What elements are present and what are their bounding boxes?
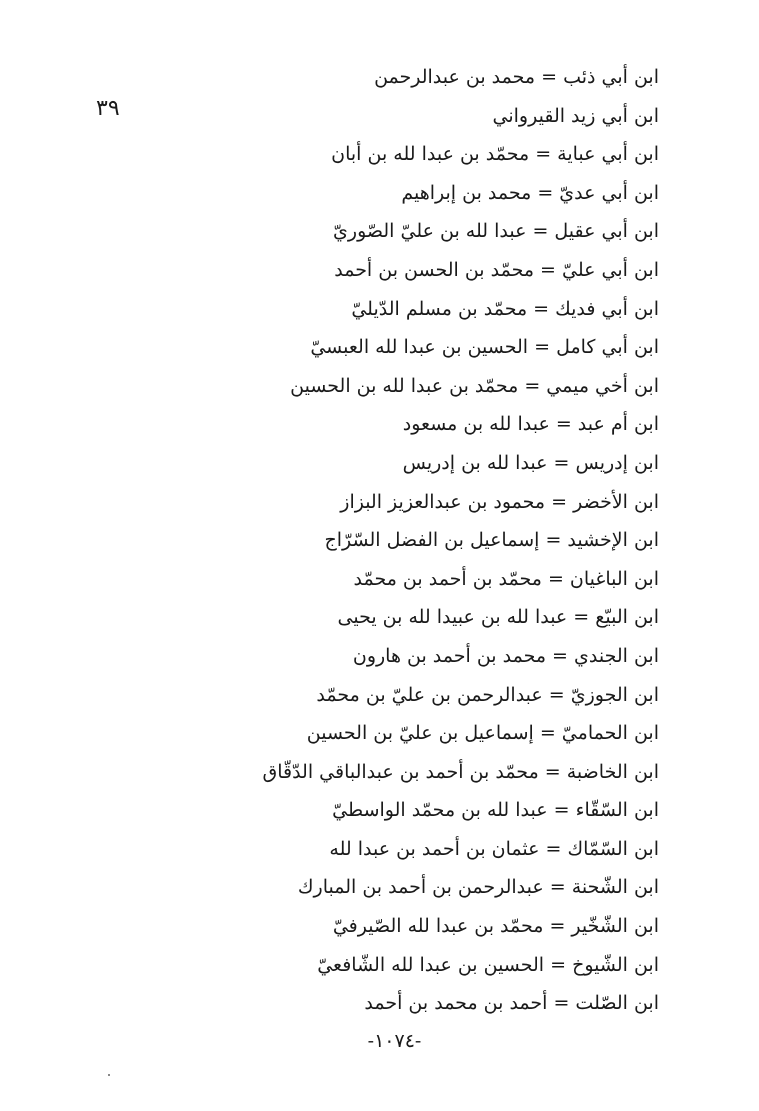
- list-item: ابن السّقّاء = عبدا لله بن محمّد الواسطيّ: [332, 799, 659, 822]
- list-item: ابن أبي عقيل = عبدا لله بن عليّ الصّوريّ: [333, 220, 659, 243]
- list-item: ابن الأخضر = محمود بن عبدالعزيز البزاز: [340, 490, 659, 513]
- page-number: -١٠٧٤-: [367, 1030, 422, 1052]
- list-item: ابن أبي ذئب = محمد بن عبدالرحمن: [374, 66, 659, 88]
- list-item: ابن أبي عديّ = محمد بن إبراهيم: [401, 181, 659, 204]
- list-item: ابن إدريس = عبدا لله بن إدريس: [402, 451, 659, 474]
- list-item: ابن الإخشيد = إسماعيل بن الفضل السّرّاج: [324, 529, 659, 552]
- list-item: ابن البيّع = عبدا لله بن عبيدا لله بن يحيى: [337, 606, 659, 629]
- scan-speck: [108, 1074, 110, 1076]
- list-item: ابن أبي زيد القيرواني: [492, 104, 659, 127]
- list-item: ابن أم عبد = عبدا لله بن مسعود: [402, 413, 659, 436]
- list-item: ابن الشّخّير = محمّد بن عبدا لله الصّيرفيّ: [332, 915, 659, 938]
- list-item: ابن الجندي = محمد بن أحمد بن هارون: [352, 644, 659, 667]
- list-item: ابن الباغيان = محمّد بن أحمد بن محمّد: [353, 567, 659, 590]
- list-item: ابن السّمّاك = عثمان بن أحمد بن عبدا لله: [329, 837, 659, 860]
- list-item: ابن الجوزيّ = عبدالرحمن بن عليّ بن محمّد: [316, 683, 659, 706]
- list-item: ابن الصّلت = أحمد بن محمد بن أحمد: [364, 992, 659, 1015]
- list-item: ابن أبي كامل = الحسين بن عبدا لله العبسيّ: [310, 336, 659, 359]
- list-item: ابن أبي عليّ = محمّد بن الحسن بن أحمد: [334, 258, 659, 281]
- entry-list: [139, 58, 659, 1023]
- list-item: ابن الحماميّ = إسماعيل بن عليّ بن الحسين: [306, 722, 659, 745]
- list-item: ابن أبي فديك = محمّد بن مسلم الدّيليّ: [351, 297, 659, 320]
- list-item: ابن أخي ميمي = محمّد بن عبدا لله بن الحسين: [290, 374, 659, 397]
- list-item: ابن الخاضبة = محمّد بن أحمد بن عبدالباقي الدّقّاق: [262, 760, 659, 783]
- list-item: ابن الشّحنة = عبدالرحمن بن أحمد بن المبارك: [297, 876, 659, 899]
- side-number: ٣٩: [96, 96, 120, 121]
- list-item: ابن أبي عباية = محمّد بن عبدا لله بن أبان: [331, 143, 659, 166]
- list-item: ابن الشّيوخ = الحسين بن عبدا لله الشّافعيّ: [317, 953, 659, 976]
